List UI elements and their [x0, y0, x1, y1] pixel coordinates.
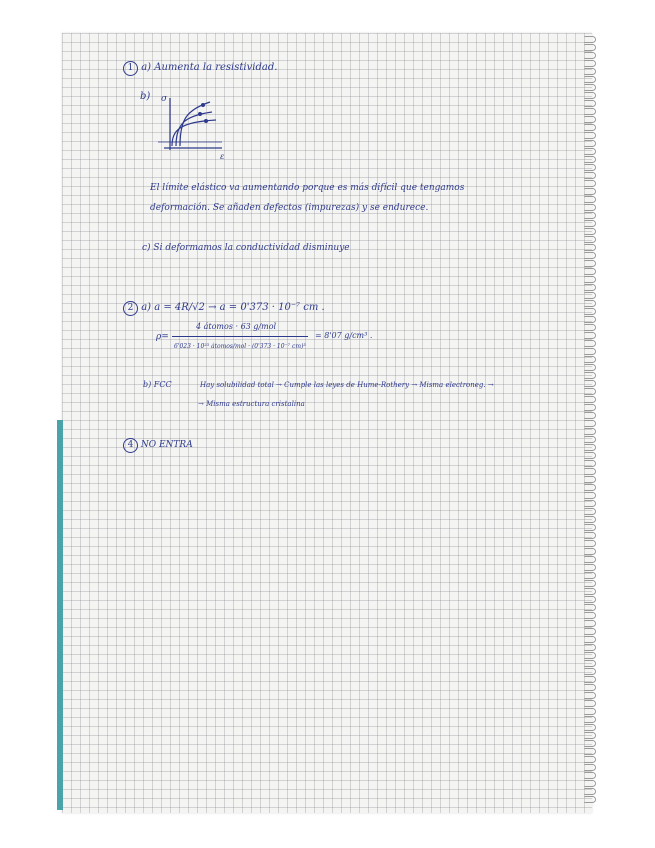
spiral-coil	[584, 196, 596, 203]
spiral-coil	[584, 36, 596, 43]
notebook-cover-edge	[57, 420, 63, 810]
spiral-coil	[584, 412, 596, 419]
spiral-coil	[584, 468, 596, 475]
spiral-coil	[584, 660, 596, 667]
q2-numerator: 4 átomos · 63 g/mol	[196, 322, 277, 331]
spiral-coil	[584, 772, 596, 779]
spiral-coil	[584, 212, 596, 219]
spiral-coil	[584, 340, 596, 347]
q1-b-text-line1: El límite elástico va aumentando porque es más difícil que tengamos	[150, 183, 465, 193]
spiral-coil	[584, 172, 596, 179]
spiral-coil	[584, 372, 596, 379]
spiral-coil	[584, 532, 596, 539]
spiral-coil	[584, 428, 596, 435]
spiral-coil	[584, 516, 596, 523]
spiral-coil	[584, 132, 596, 139]
spiral-coil	[584, 332, 596, 339]
spiral-coil	[584, 276, 596, 283]
spiral-coil	[584, 684, 596, 691]
spiral-coil	[584, 148, 596, 155]
spiral-coil	[584, 588, 596, 595]
graph-point-bottom	[204, 119, 208, 123]
spiral-coil	[584, 580, 596, 587]
spiral-coil	[584, 732, 596, 739]
q2-fraction-line	[172, 336, 308, 337]
spiral-coil	[584, 652, 596, 659]
spiral-coil	[584, 380, 596, 387]
q1-number: 1	[123, 61, 138, 76]
spiral-coil	[584, 84, 596, 91]
spiral-coil	[584, 756, 596, 763]
q1-b-text-line2: deformación. Se añaden defectos (impurezas) y se endurece.	[150, 203, 429, 213]
spiral-coil	[584, 252, 596, 259]
q2-a-text: a) a = 4R/√2 → a = 0'373 · 10⁻⁷ cm .	[141, 302, 325, 313]
spiral-coil	[584, 500, 596, 507]
q2-result: = 8'07 g/cm³ .	[315, 331, 373, 340]
spiral-coil	[584, 620, 596, 627]
graph-point-top	[201, 103, 205, 107]
stress-strain-sketch	[150, 90, 230, 160]
spiral-coil	[584, 116, 596, 123]
q4-text: NO ENTRA	[140, 440, 193, 450]
spiral-coil	[584, 716, 596, 723]
spiral-coil	[584, 308, 596, 315]
q1-graph-x-label: ε	[220, 152, 225, 161]
q1-a-text: a) Aumenta la resistividad.	[141, 62, 278, 73]
spiral-coil	[584, 260, 596, 267]
spiral-coil	[584, 236, 596, 243]
spiral-coil	[584, 164, 596, 171]
spiral-coil	[584, 92, 596, 99]
q2-header	[123, 301, 325, 316]
spiral-coil	[584, 268, 596, 275]
spiral-coil	[584, 564, 596, 571]
spiral-coil	[584, 100, 596, 107]
spiral-coil	[584, 60, 596, 67]
q1-b-label: b)	[140, 91, 151, 102]
spiral-coil	[584, 140, 596, 147]
q2-b-line2: → Misma estructura cristalina	[198, 400, 305, 408]
spiral-coil	[584, 316, 596, 323]
spiral-coil	[584, 44, 596, 51]
spiral-coil	[584, 540, 596, 547]
spiral-coil	[584, 748, 596, 755]
spiral-coil	[584, 404, 596, 411]
q2-rho-label: ρ=	[156, 332, 169, 342]
spiral-coil	[584, 764, 596, 771]
spiral-coil	[584, 460, 596, 467]
spiral-coil	[584, 572, 596, 579]
q2-b-line1: Hay solubilidad total → Cumple las leyes de Hume-Rothery → Misma electroneg. →	[200, 381, 494, 389]
spiral-coil	[584, 740, 596, 747]
spiral-coil	[584, 396, 596, 403]
spiral-coil	[584, 556, 596, 563]
spiral-coil	[584, 612, 596, 619]
graph-point-middle	[198, 112, 202, 116]
spiral-coil	[584, 628, 596, 635]
spiral-coil	[584, 108, 596, 115]
spiral-coil	[584, 700, 596, 707]
spiral-coil	[584, 508, 596, 515]
spiral-coil	[584, 444, 596, 451]
spiral-coil	[584, 356, 596, 363]
spiral-coil	[584, 364, 596, 371]
spiral-coil	[584, 188, 596, 195]
spiral-coil	[584, 636, 596, 643]
spiral-coil	[584, 436, 596, 443]
spiral-coil	[584, 692, 596, 699]
q2-denominator: 6'023 · 10²³ átomos/mol · (0'373 · 10⁻⁷ cm)³	[174, 343, 306, 350]
spiral-coil	[584, 668, 596, 675]
spiral-coil	[584, 788, 596, 795]
spiral-coil	[584, 724, 596, 731]
spiral-coil	[584, 244, 596, 251]
notebook-page	[62, 33, 592, 813]
spiral-coil	[584, 452, 596, 459]
spiral-coil	[584, 548, 596, 555]
spiral-coil	[584, 124, 596, 131]
spiral-binding	[584, 36, 598, 806]
q1-graph-y-label: σ	[161, 94, 168, 104]
spiral-coil	[584, 292, 596, 299]
q4-number: 4	[123, 438, 138, 453]
spiral-coil	[584, 796, 596, 803]
spiral-coil	[584, 156, 596, 163]
q2-b-label: b) FCC	[143, 380, 172, 389]
spiral-coil	[584, 780, 596, 787]
spiral-coil	[584, 524, 596, 531]
spiral-coil	[584, 476, 596, 483]
q1-header	[123, 61, 277, 76]
spiral-coil	[584, 228, 596, 235]
q2-number: 2	[123, 301, 138, 316]
spiral-coil	[584, 180, 596, 187]
spiral-coil	[584, 604, 596, 611]
spiral-coil	[584, 708, 596, 715]
spiral-coil	[584, 644, 596, 651]
spiral-coil	[584, 484, 596, 491]
spiral-coil	[584, 420, 596, 427]
spiral-coil	[584, 388, 596, 395]
spiral-coil	[584, 76, 596, 83]
spiral-coil	[584, 492, 596, 499]
q4-header	[123, 438, 193, 453]
spiral-coil	[584, 284, 596, 291]
spiral-coil	[584, 52, 596, 59]
spiral-coil	[584, 348, 596, 355]
spiral-coil	[584, 220, 596, 227]
spiral-coil	[584, 300, 596, 307]
spiral-coil	[584, 68, 596, 75]
graph-curve-top	[180, 102, 210, 146]
spiral-coil	[584, 596, 596, 603]
spiral-coil	[584, 324, 596, 331]
spiral-coil	[584, 676, 596, 683]
q1-c-text: c) Si deformamos la conductividad disminuye	[142, 243, 350, 253]
spiral-coil	[584, 204, 596, 211]
